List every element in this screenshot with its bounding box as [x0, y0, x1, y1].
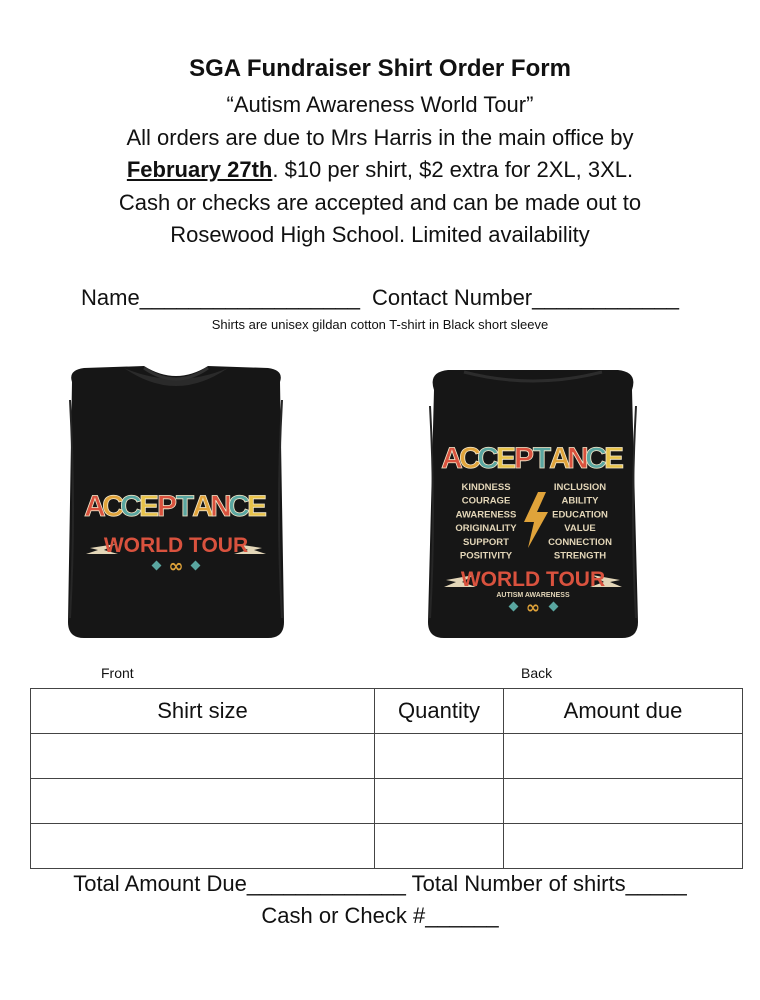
back-infinity-icon: ∞: [525, 598, 541, 618]
quantity-cell[interactable]: [375, 734, 504, 779]
title-letter: A: [549, 442, 571, 475]
shirt-theme: “Autism Awareness World Tour”: [226, 92, 534, 117]
table-row: [31, 824, 743, 869]
front-world-tour-text: WORLD TOUR: [103, 534, 249, 557]
title-letter: C: [102, 490, 124, 523]
back-shirt-image: [424, 366, 642, 642]
contact-fields: [0, 282, 760, 314]
contact-number-field[interactable]: Contact Number____________: [371, 285, 679, 310]
form-title: SGA Fundraiser Shirt Order Form: [189, 55, 571, 82]
title-letter: C: [459, 442, 481, 475]
back-autism-awareness-text: AUTISM AWARENESS: [496, 592, 570, 599]
totals-section: [0, 868, 760, 932]
table-row: [31, 779, 743, 824]
title-letter: P: [513, 442, 535, 475]
shirt-size-cell[interactable]: [31, 824, 375, 869]
quantity-header: Quantity: [375, 689, 504, 734]
title-letter: E: [603, 442, 625, 475]
front-shirt-image: [62, 360, 290, 644]
amount-due-header: Amount due: [504, 689, 743, 734]
title-letter: A: [84, 490, 106, 523]
value-word: STRENGTH: [553, 550, 607, 562]
amount-due-cell[interactable]: [504, 734, 743, 779]
title-letter: E: [246, 490, 268, 523]
value-word: EDUCATION: [552, 509, 608, 521]
order-table: [30, 688, 743, 869]
value-word: CONNECTION: [548, 536, 612, 548]
front-caption: Front: [101, 665, 134, 681]
front-acceptance-text: [84, 490, 267, 523]
amount-due-cell[interactable]: [504, 779, 743, 824]
shirt-size-cell[interactable]: [31, 734, 375, 779]
cash-or-check-field[interactable]: Cash or Check #______: [261, 903, 499, 928]
total-amount-due-field[interactable]: Total Amount Due_____________: [73, 871, 406, 896]
total-number-of-shirts-field[interactable]: Total Number of shirts_____: [411, 871, 687, 896]
due-info-line: All orders are due to Mrs Harris in the main office by: [126, 124, 634, 150]
shirt-size-cell[interactable]: [31, 779, 375, 824]
table-row: [31, 734, 743, 779]
price-info: . $10 per shirt, $2 extra for 2XL, 3XL.: [272, 157, 634, 182]
payee-line: Rosewood High School. Limited availability: [170, 222, 590, 247]
title-letter: N: [567, 442, 589, 475]
value-word: ORIGINALITY: [455, 523, 517, 535]
title-letter: A: [192, 490, 214, 523]
title-letter: P: [156, 490, 178, 523]
title-letter: T: [532, 442, 552, 475]
payment-line: Cash or checks are accepted and can be made out to: [118, 189, 642, 215]
quantity-cell[interactable]: [375, 779, 504, 824]
front-infinity-icon: ∞: [168, 556, 184, 577]
title-letter: C: [228, 490, 250, 523]
value-word: INCLUSION: [553, 482, 607, 493]
back-world-tour-text: WORLD TOUR: [460, 568, 606, 591]
back-caption: Back: [521, 665, 553, 681]
quantity-cell[interactable]: [375, 824, 504, 869]
amount-due-cell[interactable]: [504, 824, 743, 869]
title-letter: T: [175, 490, 195, 523]
table-header-row: [31, 689, 743, 734]
shirt-size-header: Shirt size: [31, 689, 375, 734]
value-word: POSITIVITY: [459, 550, 513, 562]
shirt-note: Shirts are unisex gildan cotton T-shirt in Black short sleeve: [211, 317, 549, 332]
name-field[interactable]: Name__________________: [81, 285, 360, 310]
title-letter: C: [120, 490, 142, 523]
value-word: AWARENESS: [455, 509, 517, 521]
value-word: COURAGE: [461, 495, 511, 507]
back-acceptance-text: [441, 442, 624, 475]
value-word: KINDNESS: [461, 482, 511, 493]
title-letter: C: [477, 442, 499, 475]
due-date: February 27th: [126, 157, 273, 182]
title-letter: E: [138, 490, 160, 523]
title-letter: A: [441, 442, 463, 475]
value-word: ABILITY: [561, 495, 599, 507]
price-line: [0, 154, 760, 187]
totals-line: [0, 868, 760, 900]
intro-text: [0, 89, 760, 252]
title-letter: N: [210, 490, 232, 523]
title-letter: C: [585, 442, 607, 475]
value-word: SUPPORT: [463, 536, 509, 548]
value-word: VALUE: [564, 523, 596, 535]
title-letter: E: [495, 442, 517, 475]
